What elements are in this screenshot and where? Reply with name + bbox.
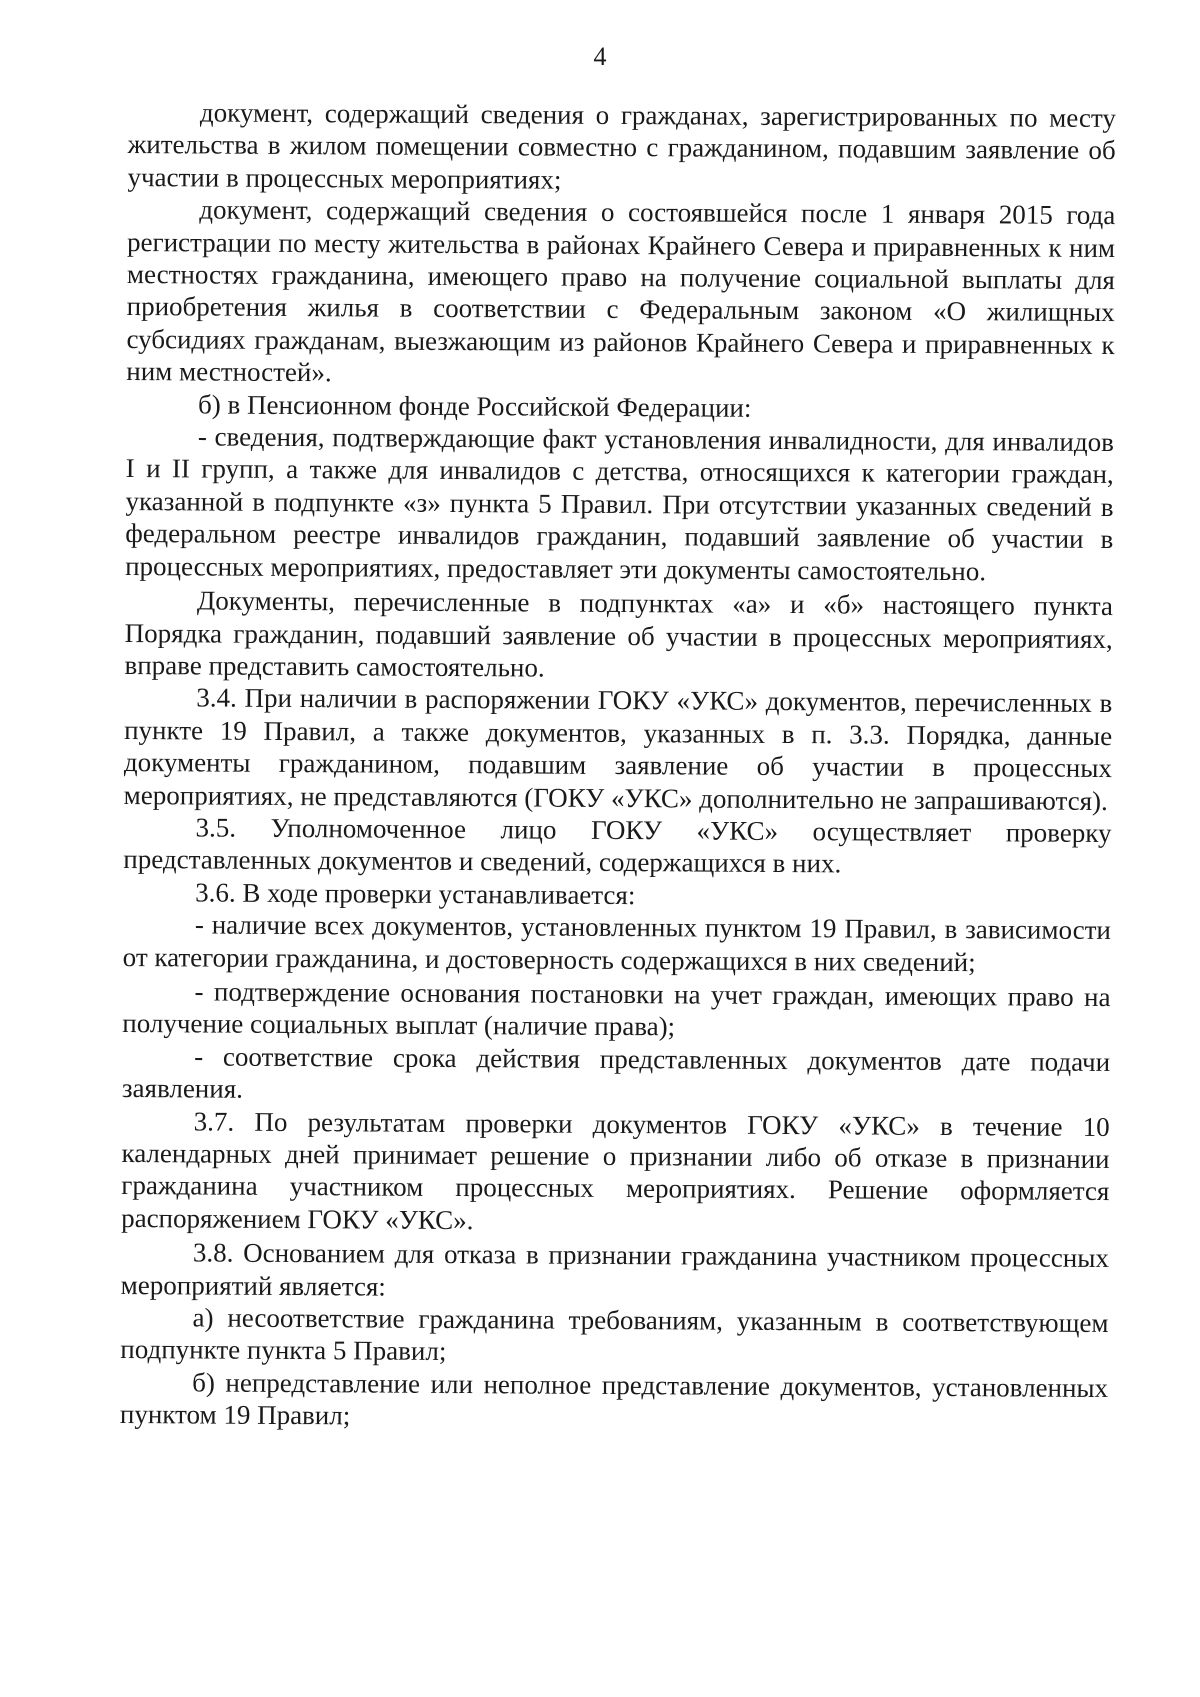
- paragraph-3-8: 3.8. Основанием для отказа в признании гражданина участником процессных мероприятий является:: [120, 1237, 1110, 1302]
- paragraph-far-north-registration: документ, содержащий сведения о состоявшейся после 1 января 2015 года регистрации по месту жительства в районах Крайнего Севера и приравненных к ним местностях гражданина, имеющего право на получение социальной выплаты для приобретения жилья в соответствии с Федеральным законом «О жилищных субсидиях гражданам, выезжающим из районов Крайнего Севера и приравненных к ним местностей».: [126, 194, 1116, 388]
- paragraph-check-validity: - соответствие срока действия представленных документов дате подачи заявления.: [121, 1041, 1111, 1104]
- paragraph-documents-self: Документы, перечисленные в подпунктах «а» и «б» настоящего пункта Порядка гражданин, подавший заявление об участии в процессных мероприятиях, вправе представить самостоятельно.: [124, 585, 1113, 683]
- paragraph-3-6: 3.6. В ходе проверки устанавливается:: [195, 877, 636, 910]
- paragraph-check-basis: - подтверждение основания постановки на учет граждан, имеющих право на получение социальных выплат (наличие права);: [122, 976, 1111, 1042]
- paragraph-3-4: 3.4. При наличии в распоряжении ГОКУ «УКС» документов, перечисленных в пункте 19 Правил, а также документов, указанных в п. 3.3. Порядка, данные документы гражданином, подавшим заявление об участии в процессных мероприятиях, не представляются (ГОКУ «УКС» дополнительно не запрашиваются).: [123, 682, 1113, 816]
- paragraph-check-documents: - наличие всех документов, установленных пунктом 19 Правил, в зависимости от категории гражданина, и достоверность содержащихся в них сведений;: [122, 909, 1112, 977]
- paragraph-pension-fund: б) в Пенсионном фонде Российской Федерации:: [198, 389, 752, 423]
- paragraph-3-5: 3.5. Уполномоченное лицо ГОКУ «УКС» осуществляет проверку представленных документов и сведений, содержащихся в них.: [123, 812, 1112, 879]
- page-number: 4: [593, 42, 607, 71]
- paragraph-3-7: 3.7. По результатам проверки документов ГОКУ «УКС» в течение 10 календарных дней принимает решение о признании либо об отказе в признании гражданина участником процессных мероприятиях. Решение оформляется распоряжением ГОКУ «УКС».: [121, 1106, 1110, 1235]
- paragraph-refusal-b: б) непредставление или неполное представление документов, установленных пунктом 19 Правил;: [119, 1367, 1109, 1431]
- paragraph-residents-document: документ, содержащий сведения о гражданах, зарегистрированных по месту жительства в жилом помещении совместно с гражданином, подавшим заявление об участии в процессных мероприятиях;: [127, 97, 1116, 195]
- document-body: [120, 96, 1116, 1437]
- paragraph-disability-info: - сведения, подтверждающие факт установления инвалидности, для инвалидов I и II групп, а также для инвалидов с детства, относящихся к категории граждан, указанной в подпункте «з» пункта 5 Правил. При отсутствии указанных сведений в федеральном реестре инвалидов гражданин, подавший заявление об участии в процессных мероприятиях, предоставляет эти документы самостоятельно.: [125, 421, 1114, 586]
- paragraph-refusal-a: а) несоответствие гражданина требованиям, указанным в соответствующем подпункте пункта 5 Правил;: [120, 1302, 1109, 1367]
